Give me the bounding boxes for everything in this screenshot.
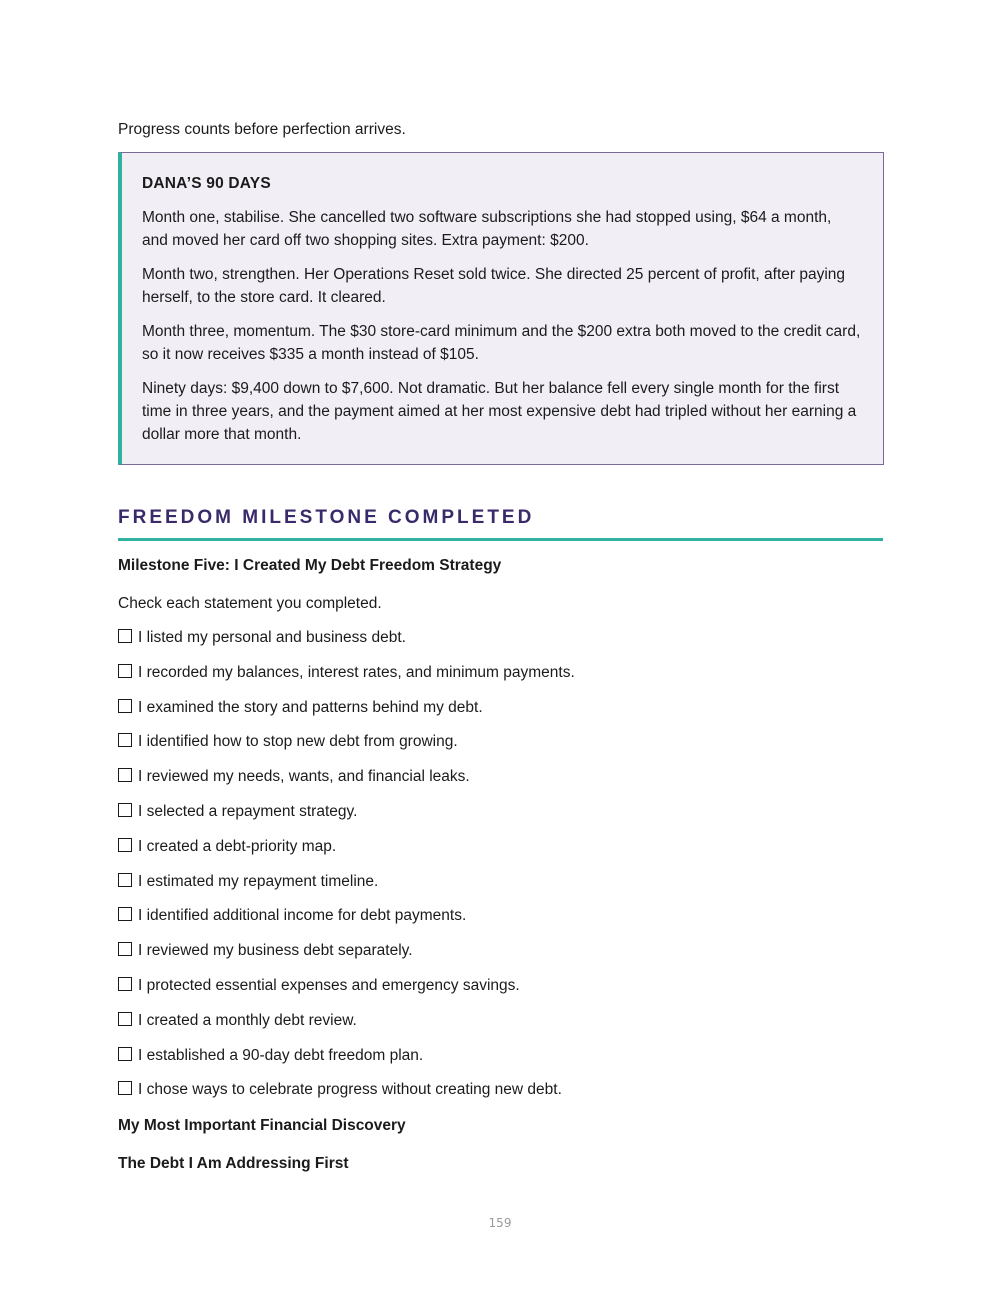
checklist-item [118,1080,575,1115]
checkbox[interactable] [118,664,132,678]
checkbox[interactable] [118,873,132,887]
checkbox[interactable] [118,768,132,782]
checklist-item-label: I created a debt-priority map. [138,837,337,855]
checklist-item-label: I identified additional income for debt payments. [138,907,467,925]
checklist-item-label: I selected a repayment strategy. [138,802,358,820]
checkbox[interactable] [118,1012,132,1026]
checklist-item [118,872,575,907]
checklist-item-label: I identified how to stop new debt from growing. [138,733,458,751]
checklist-item [118,837,575,872]
case-study-callout [118,152,884,465]
checklist-item-label: I chose ways to celebrate progress without creating new debt. [138,1081,562,1099]
checklist-item-label: I reviewed my needs, wants, and financial leaks. [138,768,470,786]
callout-paragraph: Month one, stabilise. She cancelled two software subscriptions she had stopped using, $64 a month, and moved her card off two shopping sites. Extra payment: $200. [142,209,832,249]
section-divider [118,538,883,541]
milestone-checklist [118,628,575,1115]
checkbox[interactable] [118,1081,132,1095]
checklist-item [118,628,575,663]
checklist-item-label: I reviewed my business debt separately. [138,942,413,960]
checkbox[interactable] [118,629,132,643]
checkbox[interactable] [118,977,132,991]
milestone-title: Milestone Five: I Created My Debt Freedom Strategy [118,557,502,574]
discovery-subheading: My Most Important Financial Discovery [118,1117,406,1134]
checklist-item [118,698,575,733]
checkbox[interactable] [118,942,132,956]
callout-paragraph: Ninety days: $9,400 down to $7,600. Not dramatic. But her balance fell every single month for the first time in three years, and the payment aimed at her most expensive debt had tripled without her earning a dollar more that month. [142,380,857,443]
checklist-item-label: I estimated my repayment timeline. [138,872,379,890]
callout-paragraph: Month two, strengthen. Her Operations Reset sold twice. She directed 25 percent of profit, after paying herself, to the store card. It cleared. [142,266,846,306]
intro-text: Progress counts before perfection arrives. [118,121,406,138]
checklist-item-label: I examined the story and patterns behind my debt. [138,698,483,716]
checklist-item-label: I listed my personal and business debt. [138,629,406,646]
page-number: 159 [488,1216,512,1230]
checklist-item [118,906,575,941]
checkbox[interactable] [118,699,132,713]
callout-title: DANA’S 90 DAYS [142,175,271,192]
checkbox[interactable] [118,838,132,852]
debt-first-subheading: The Debt I Am Addressing First [118,1155,349,1172]
checklist-item [118,941,575,976]
checklist-item [118,767,575,802]
checklist-item [118,1011,575,1046]
checklist-item [118,663,575,698]
checklist-instructions: Check each statement you completed. [118,595,382,612]
checklist-item [118,1046,575,1081]
checklist-item [118,802,575,837]
checklist-item-label: I established a 90-day debt freedom plan. [138,1046,424,1064]
checkbox[interactable] [118,1047,132,1061]
checkbox[interactable] [118,733,132,747]
checklist-item-label: I protected essential expenses and emergency savings. [138,976,520,994]
checkbox[interactable] [118,907,132,921]
checklist-item [118,732,575,767]
callout-paragraph: Month three, momentum. The $30 store-card minimum and the $200 extra both moved to the credit card, so it now receives $335 a month instead of $105. [142,323,861,363]
checklist-item [118,976,575,1011]
checklist-item-label: I created a monthly debt review. [138,1011,357,1029]
checklist-item-label: I recorded my balances, interest rates, and minimum payments. [138,663,575,681]
checkbox[interactable] [118,803,132,817]
section-heading: FREEDOM MILESTONE COMPLETED [118,507,535,528]
